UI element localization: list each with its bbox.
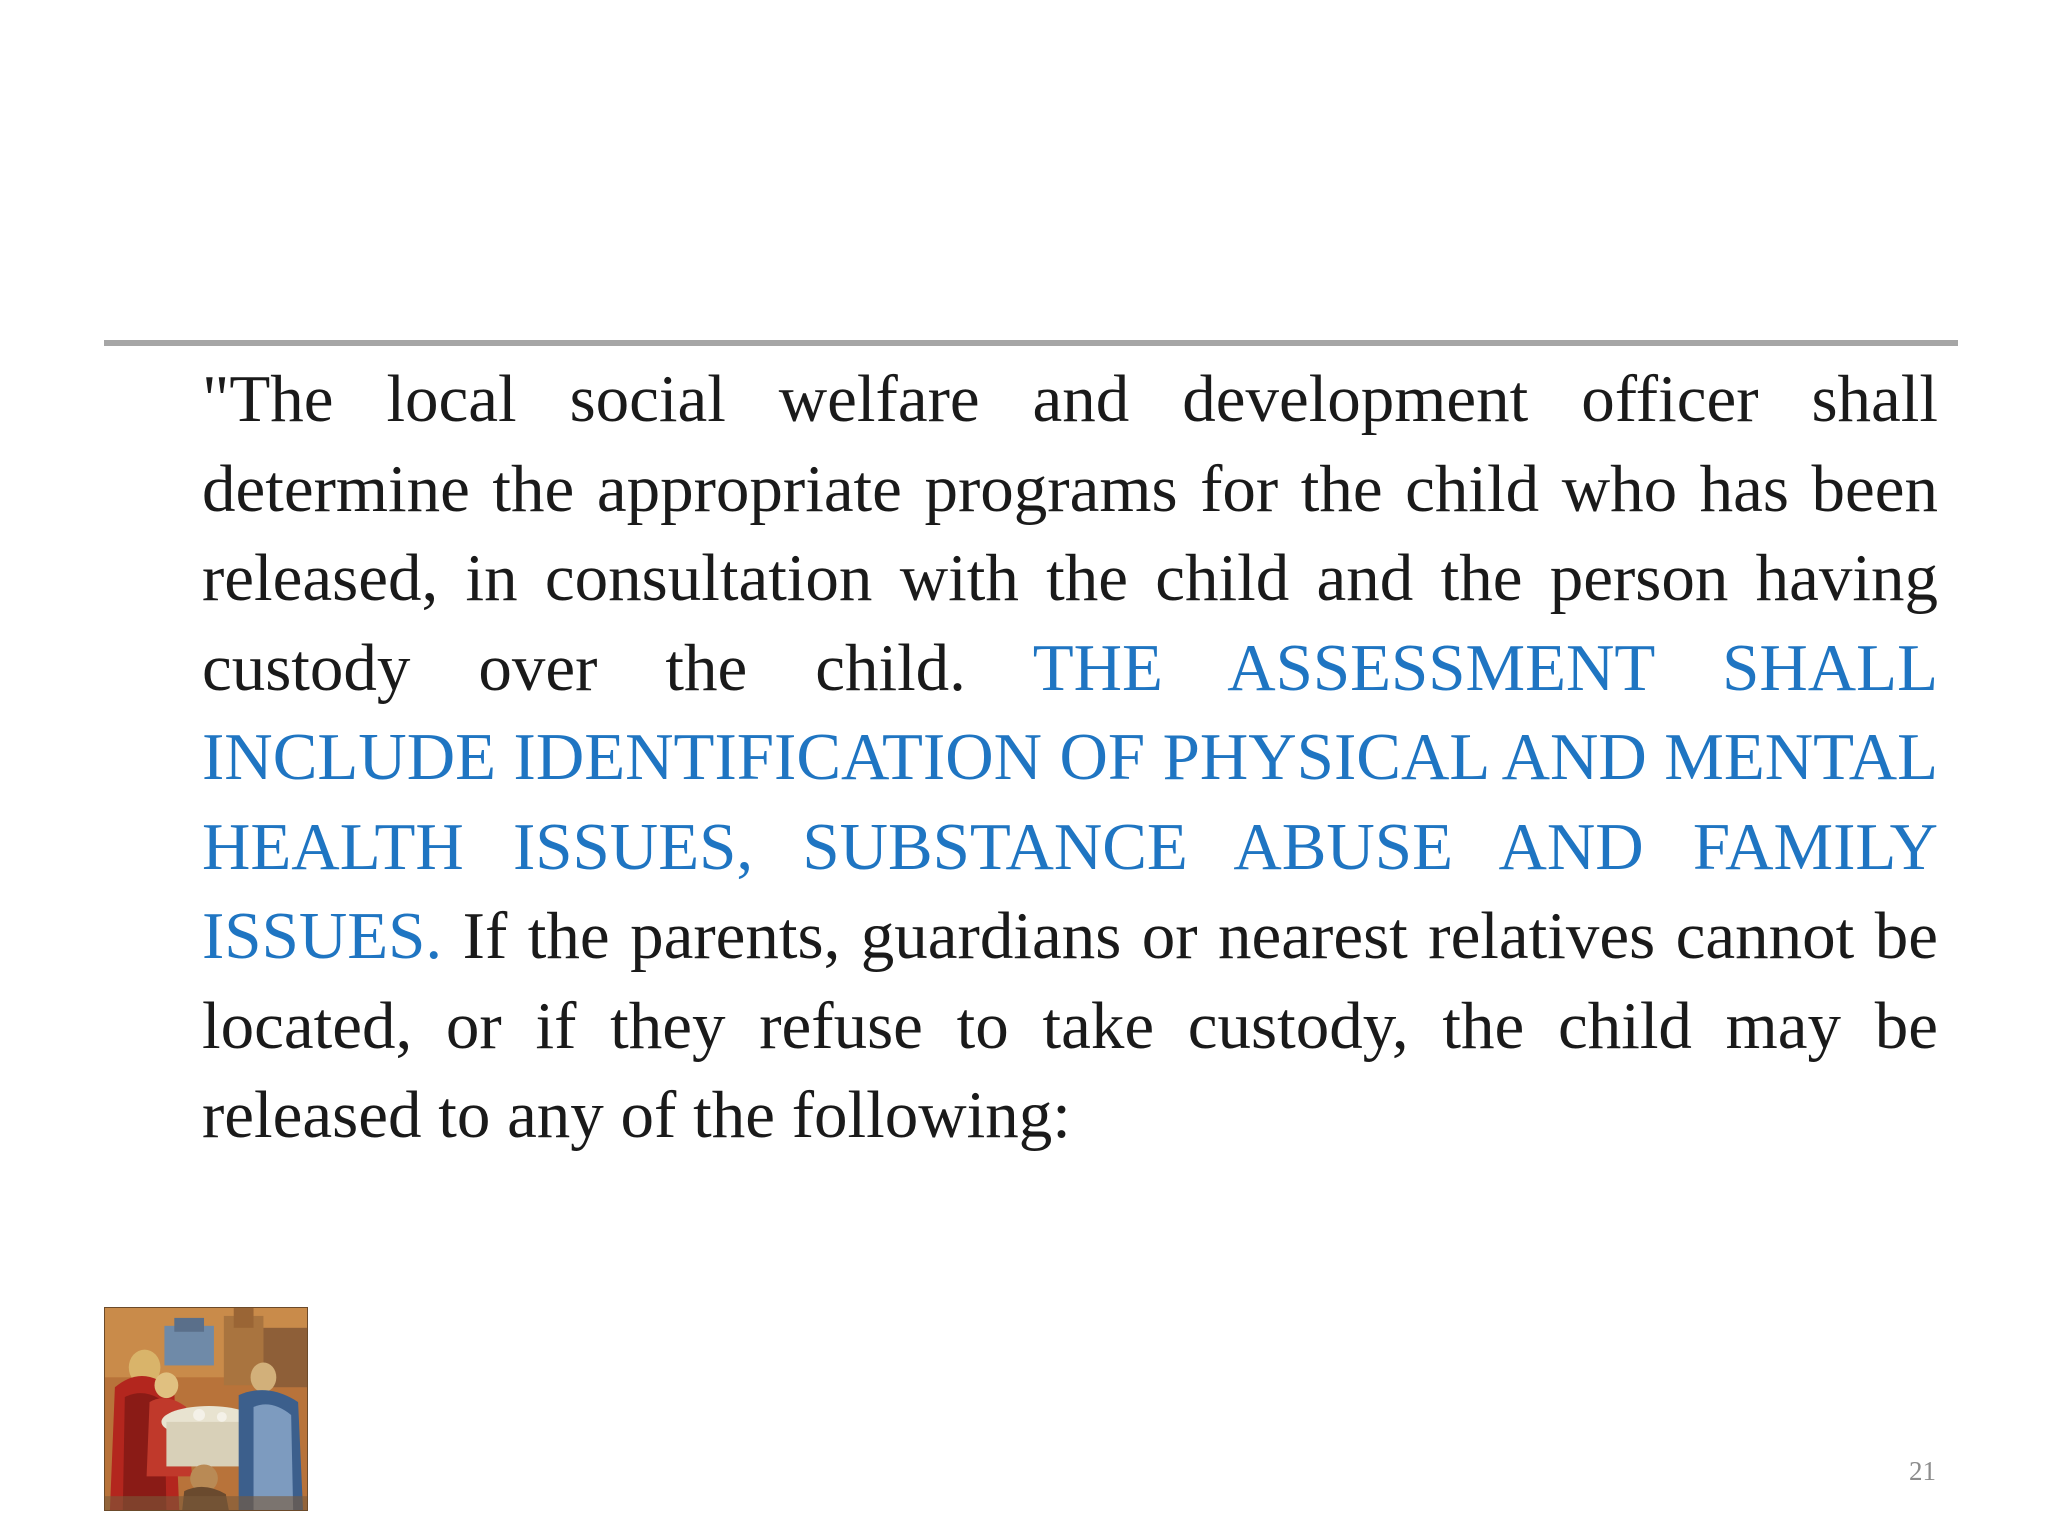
page-number: 21	[1909, 1456, 1936, 1486]
title-divider-rule	[104, 340, 1958, 346]
slide-body-paragraph	[202, 355, 1938, 1161]
paragraph-highlight-text: THE ASSESSMENT SHALL INCLUDE IDENTIFICATION OF PHYSICAL AND MENTAL HEALTH ISSUES, SUBSTANCE ABUSE AND FAMILY ISSUES.	[202, 630, 1938, 973]
paragraph-tail-text: If the parents, guardians or nearest relatives cannot be located, or if they refuse to take custody, the child may be released to any of the following:	[202, 899, 1938, 1152]
paragraph-lead-text: "The local social welfare and development officer shall determine the appropriate programs for the child who has been released, in consultation with the child and the person having custody over the child.	[202, 362, 1938, 705]
icon-painting-thumbnail	[104, 1307, 308, 1511]
